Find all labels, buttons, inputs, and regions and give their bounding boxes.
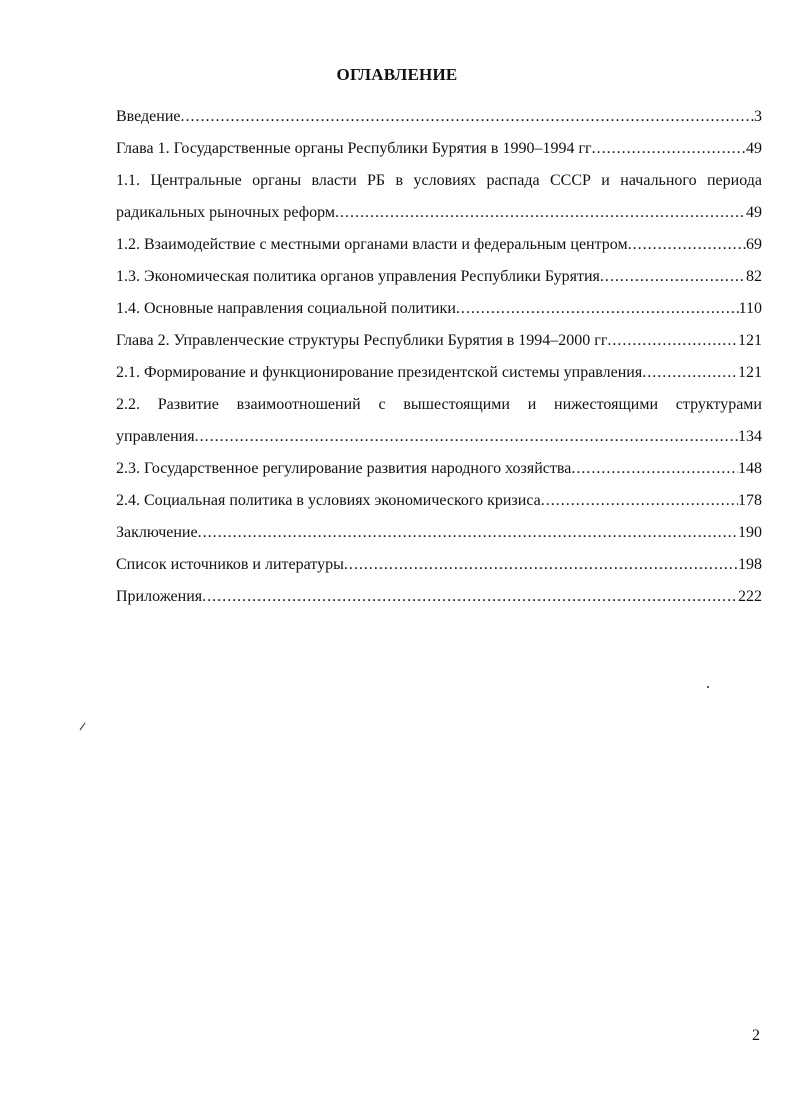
toc-entry-text-line1: 1.1. Центральные органы власти РБ в условиях распада СССР и начального периода <box>116 172 762 189</box>
toc-entry-text: Введение <box>116 108 181 125</box>
toc-leader-dots <box>592 133 746 165</box>
toc-entry-text: Заключение <box>116 524 198 541</box>
toc-entry-section-1-3[interactable] <box>116 261 762 293</box>
toc-entry-section-2-3[interactable] <box>116 453 762 485</box>
toc-page-number: 178 <box>738 492 762 509</box>
toc-entry-text: Глава 1. Государственные органы Республики Бурятия в 1990–1994 гг <box>116 140 592 157</box>
toc-page-number: 222 <box>738 588 762 605</box>
scan-speck <box>707 686 709 688</box>
toc-entry-text: Список источников и литературы <box>116 556 344 573</box>
toc-page-number: 121 <box>738 332 762 349</box>
toc-page-number: 110 <box>738 300 762 317</box>
toc-leader-dots <box>642 357 738 389</box>
toc-entry-text: 1.2. Взаимодействие с местными органами власти и федеральным центром <box>116 236 628 253</box>
toc-leader-dots <box>195 421 738 453</box>
toc-leader-dots <box>541 485 738 517</box>
table-of-contents <box>116 101 762 613</box>
toc-entry-text: 1.3. Экономическая политика органов управления Республики Бурятия <box>116 268 600 285</box>
toc-entry-chapter-1[interactable] <box>116 133 762 165</box>
page-number: 2 <box>752 1027 760 1044</box>
toc-page-number: 198 <box>738 556 762 573</box>
toc-page-number: 49 <box>746 204 762 221</box>
toc-entry-text-line2: радикальных рыночных реформ <box>116 204 335 221</box>
toc-entry-section-2-2[interactable] <box>116 389 762 453</box>
toc-leader-dots <box>344 549 738 581</box>
toc-entry-section-1-4[interactable] <box>116 293 762 325</box>
toc-leader-dots <box>181 101 755 133</box>
toc-entry-appendices[interactable] <box>116 581 762 613</box>
toc-page-number: 69 <box>746 236 762 253</box>
toc-entry-text: 2.4. Социальная политика в условиях экономического кризиса <box>116 492 541 509</box>
toc-entry-section-2-4[interactable] <box>116 485 762 517</box>
toc-entry-section-2-1[interactable] <box>116 357 762 389</box>
toc-leader-dots <box>571 453 738 485</box>
toc-entry-text: Приложения <box>116 588 203 605</box>
toc-leader-dots <box>628 229 746 261</box>
toc-leader-dots <box>198 517 738 549</box>
toc-page-number: 134 <box>738 428 762 445</box>
toc-leader-dots <box>600 261 746 293</box>
toc-page-number: 49 <box>746 140 762 157</box>
toc-page-number: 190 <box>738 524 762 541</box>
scan-mark <box>80 723 86 731</box>
toc-leader-dots <box>607 325 738 357</box>
toc-entry-text-line1: 2.2. Развитие взаимоотношений с вышестоящими и нижестоящими структурами <box>116 396 762 413</box>
toc-page-number: 121 <box>738 364 762 381</box>
toc-entry-conclusion[interactable] <box>116 517 762 549</box>
toc-entry-text: Глава 2. Управленческие структуры Республики Бурятия в 1994–2000 гг <box>116 332 608 349</box>
document-title: ОГЛАВЛЕНИЕ <box>336 65 458 84</box>
toc-entry-bibliography[interactable] <box>116 549 762 581</box>
toc-entry-text: 1.4. Основные направления социальной политики <box>116 300 456 317</box>
toc-page-number: 3 <box>754 108 762 125</box>
toc-page-number: 82 <box>746 268 762 285</box>
toc-entry-text: 2.1. Формирование и функционирование президентской системы управления <box>116 364 643 381</box>
toc-page-number: 148 <box>738 460 762 477</box>
toc-entry-introduction[interactable] <box>116 101 762 133</box>
toc-leader-dots <box>335 197 746 229</box>
toc-leader-dots <box>456 293 739 325</box>
toc-entry-chapter-2[interactable] <box>116 325 762 357</box>
toc-leader-dots <box>202 581 738 613</box>
toc-entry-text-line2: управления <box>116 428 195 445</box>
toc-entry-section-1-1[interactable] <box>116 165 762 229</box>
toc-entry-text: 2.3. Государственное регулирование развития народного хозяйства <box>116 460 572 477</box>
toc-entry-section-1-2[interactable] <box>116 229 762 261</box>
